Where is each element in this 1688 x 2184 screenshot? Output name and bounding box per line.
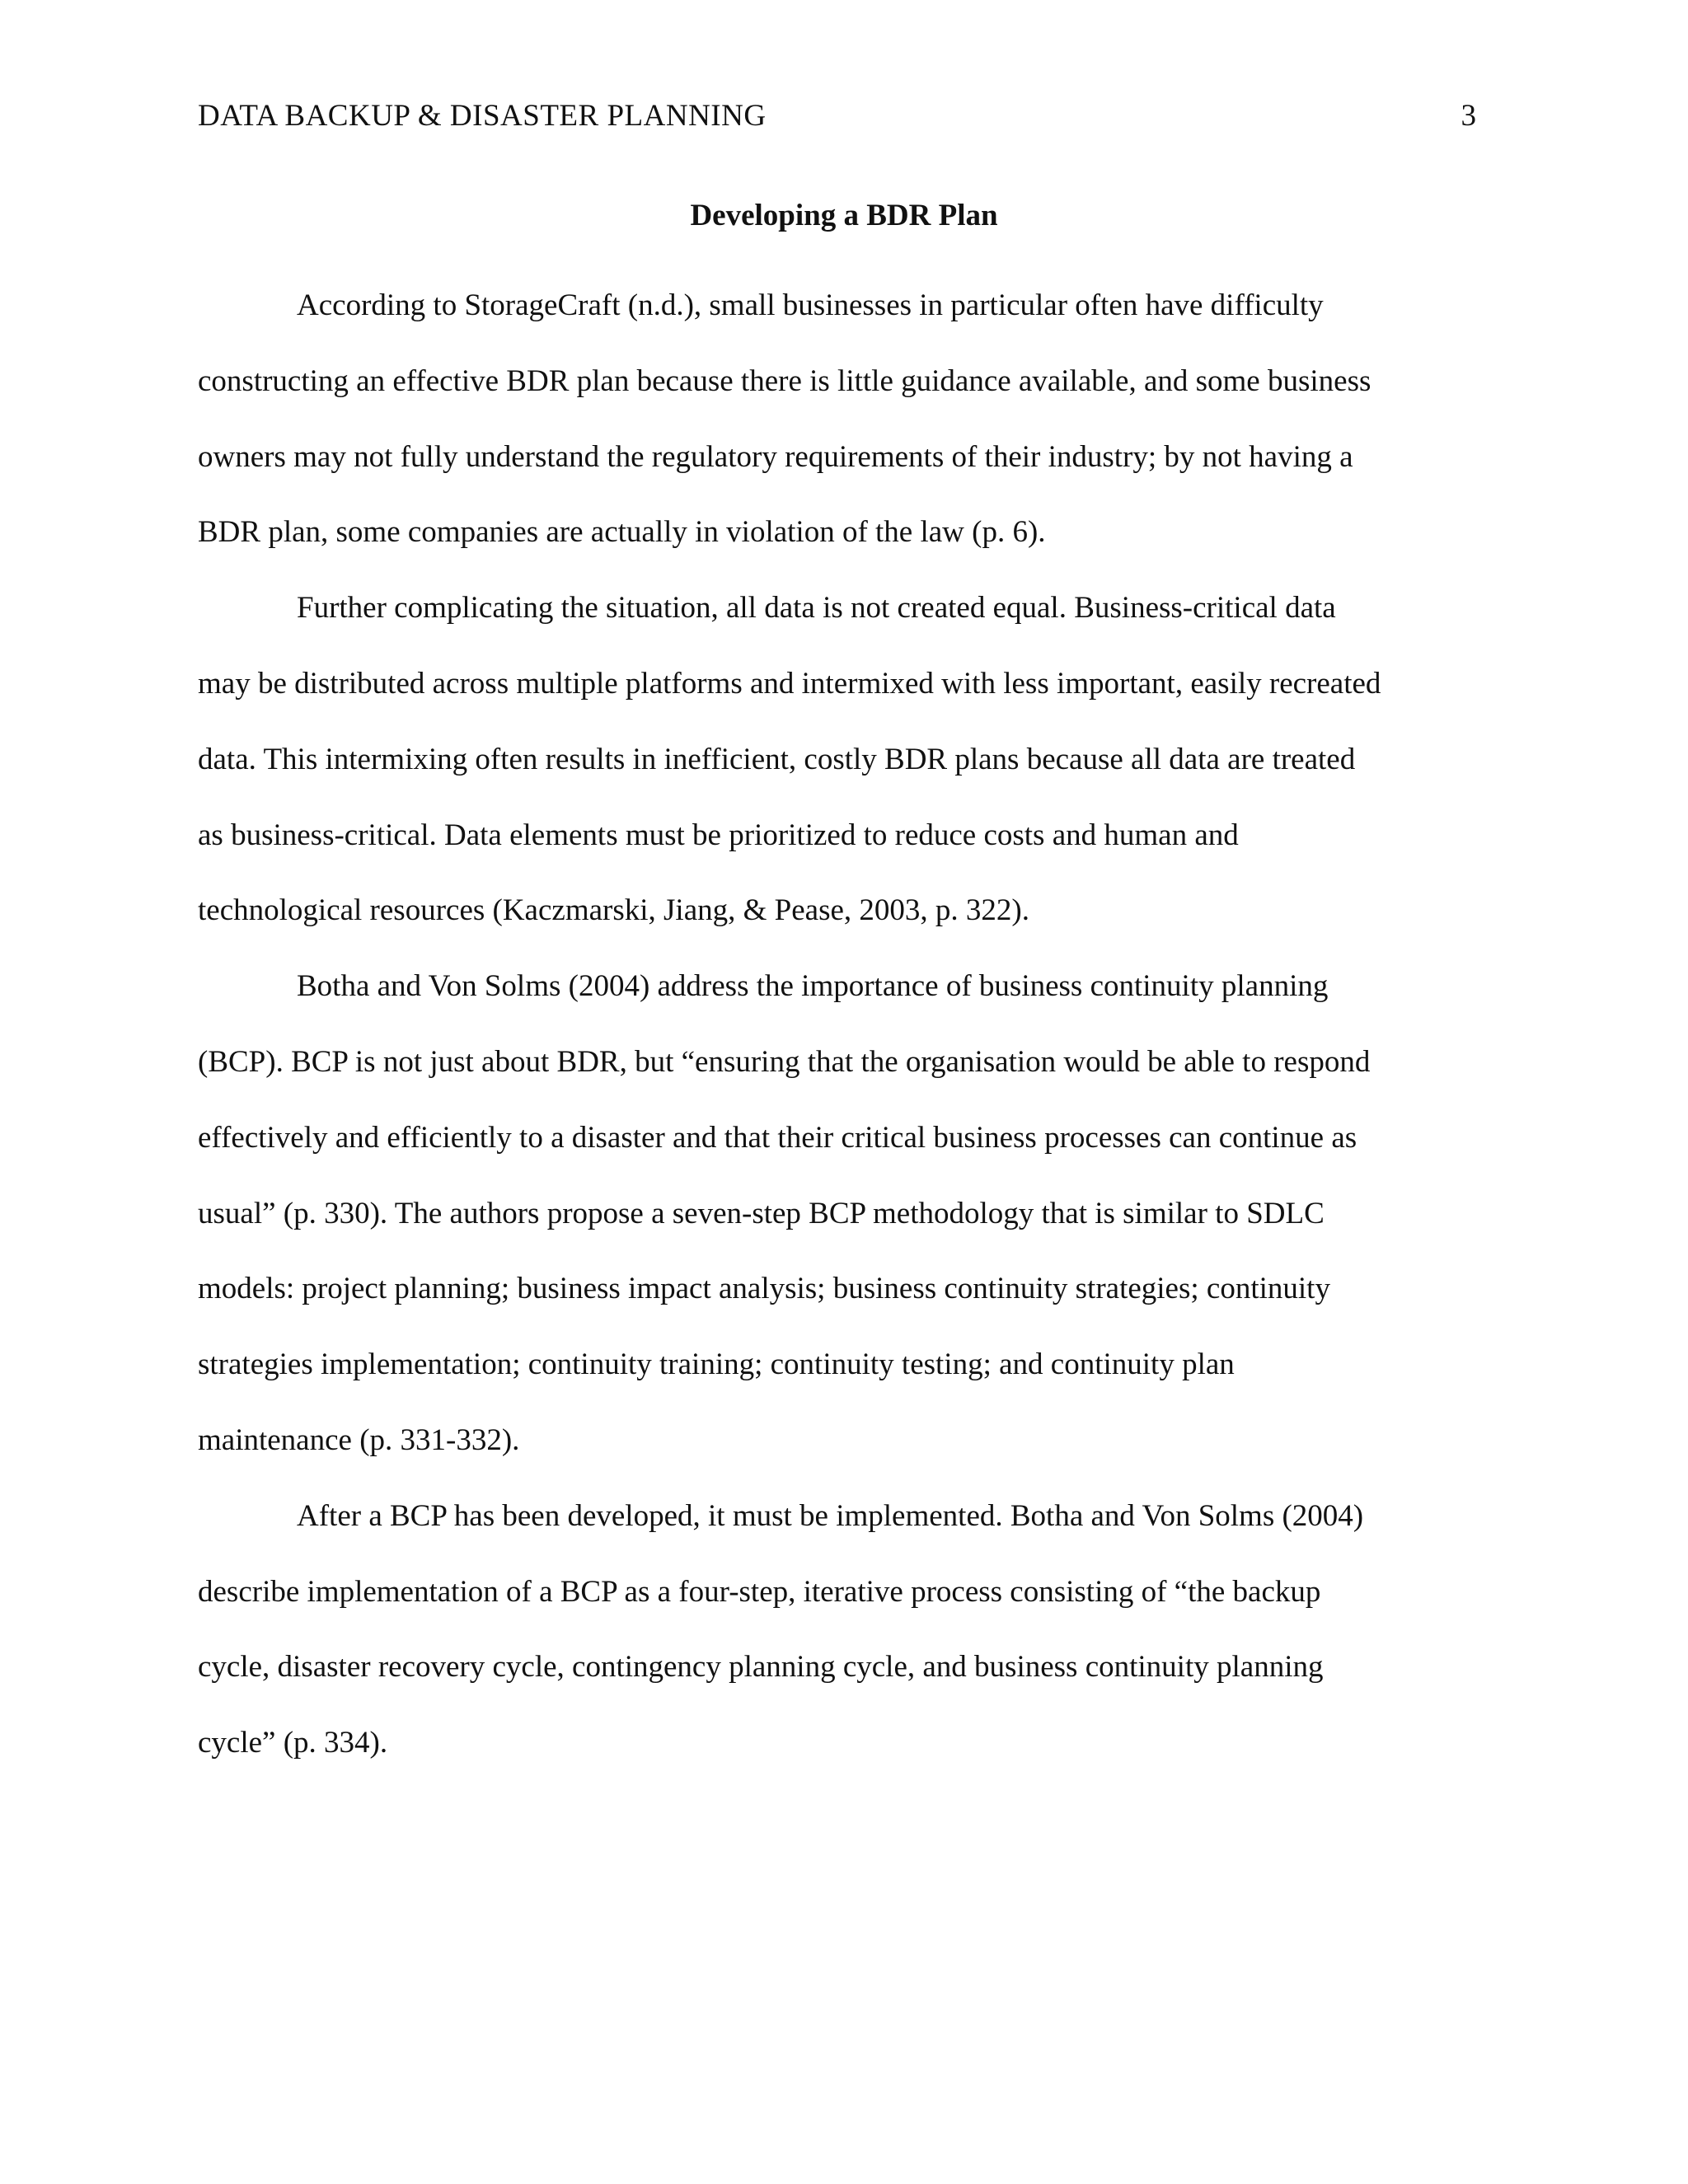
paragraph-bcp-implementation xyxy=(198,1479,1490,1781)
text-line: strategies implementation; continuity training; continuity testing; and continuity plan xyxy=(198,1347,1235,1382)
text-line: models: project planning; business impact analysis; business continuity strategies; continuity xyxy=(198,1272,1330,1306)
text-line: constructing an effective BDR plan because there is little guidance available, and some business xyxy=(198,363,1372,398)
paragraph-bcp-methodology xyxy=(198,949,1490,1479)
text-line: technological resources (Kaczmarski, Jiang, & Pease, 2003, p. 322). xyxy=(198,893,1029,928)
text-line: data. This intermixing often results in inefficient, costly BDR plans because all data are treated xyxy=(198,742,1356,776)
section-heading: Developing a BDR Plan xyxy=(690,199,998,232)
text-line: (BCP). BCP is not just about BDR, but “ensuring that the organisation would be able to respond xyxy=(198,1044,1371,1079)
text-line: cycle” (p. 334). xyxy=(198,1726,388,1760)
text-line: maintenance (p. 331-332). xyxy=(198,1422,520,1457)
text-line: as business-critical. Data elements must be prioritized to reduce costs and human and xyxy=(198,818,1239,852)
text-line: usual” (p. 330). The authors propose a seven-step BCP methodology that is similar to SDLC xyxy=(198,1196,1325,1230)
text-line: effectively and efficiently to a disaster and that their critical business processes can continue as xyxy=(198,1120,1357,1155)
page-number: 3 xyxy=(1461,99,1476,133)
text-line: After a BCP has been developed, it must be implemented. Botha and Von Solms (2004) xyxy=(297,1498,1364,1533)
paragraph-data-prioritization xyxy=(198,570,1490,949)
paragraph-storagecraft xyxy=(198,268,1490,570)
text-line: According to StorageCraft (n.d.), small businesses in particular often have difficulty xyxy=(297,288,1324,322)
text-line: BDR plan, some companies are actually in violation of the law (p. 6). xyxy=(198,515,1046,550)
text-line: owners may not fully understand the regulatory requirements of their industry; by not having a xyxy=(198,439,1353,474)
text-line: Further complicating the situation, all data is not created equal. Business-critical data xyxy=(297,591,1336,626)
running-head: DATA BACKUP & DISASTER PLANNING xyxy=(198,99,767,133)
text-line: may be distributed across multiple platforms and intermixed with less important, easily recreated xyxy=(198,666,1381,701)
text-line: cycle, disaster recovery cycle, contingency planning cycle, and business continuity planning xyxy=(198,1650,1324,1685)
text-line: describe implementation of a BCP as a four-step, iterative process consisting of “the backup xyxy=(198,1574,1321,1609)
body-text xyxy=(198,268,1490,1781)
text-line: Botha and Von Solms (2004) address the importance of business continuity planning xyxy=(297,969,1329,1004)
